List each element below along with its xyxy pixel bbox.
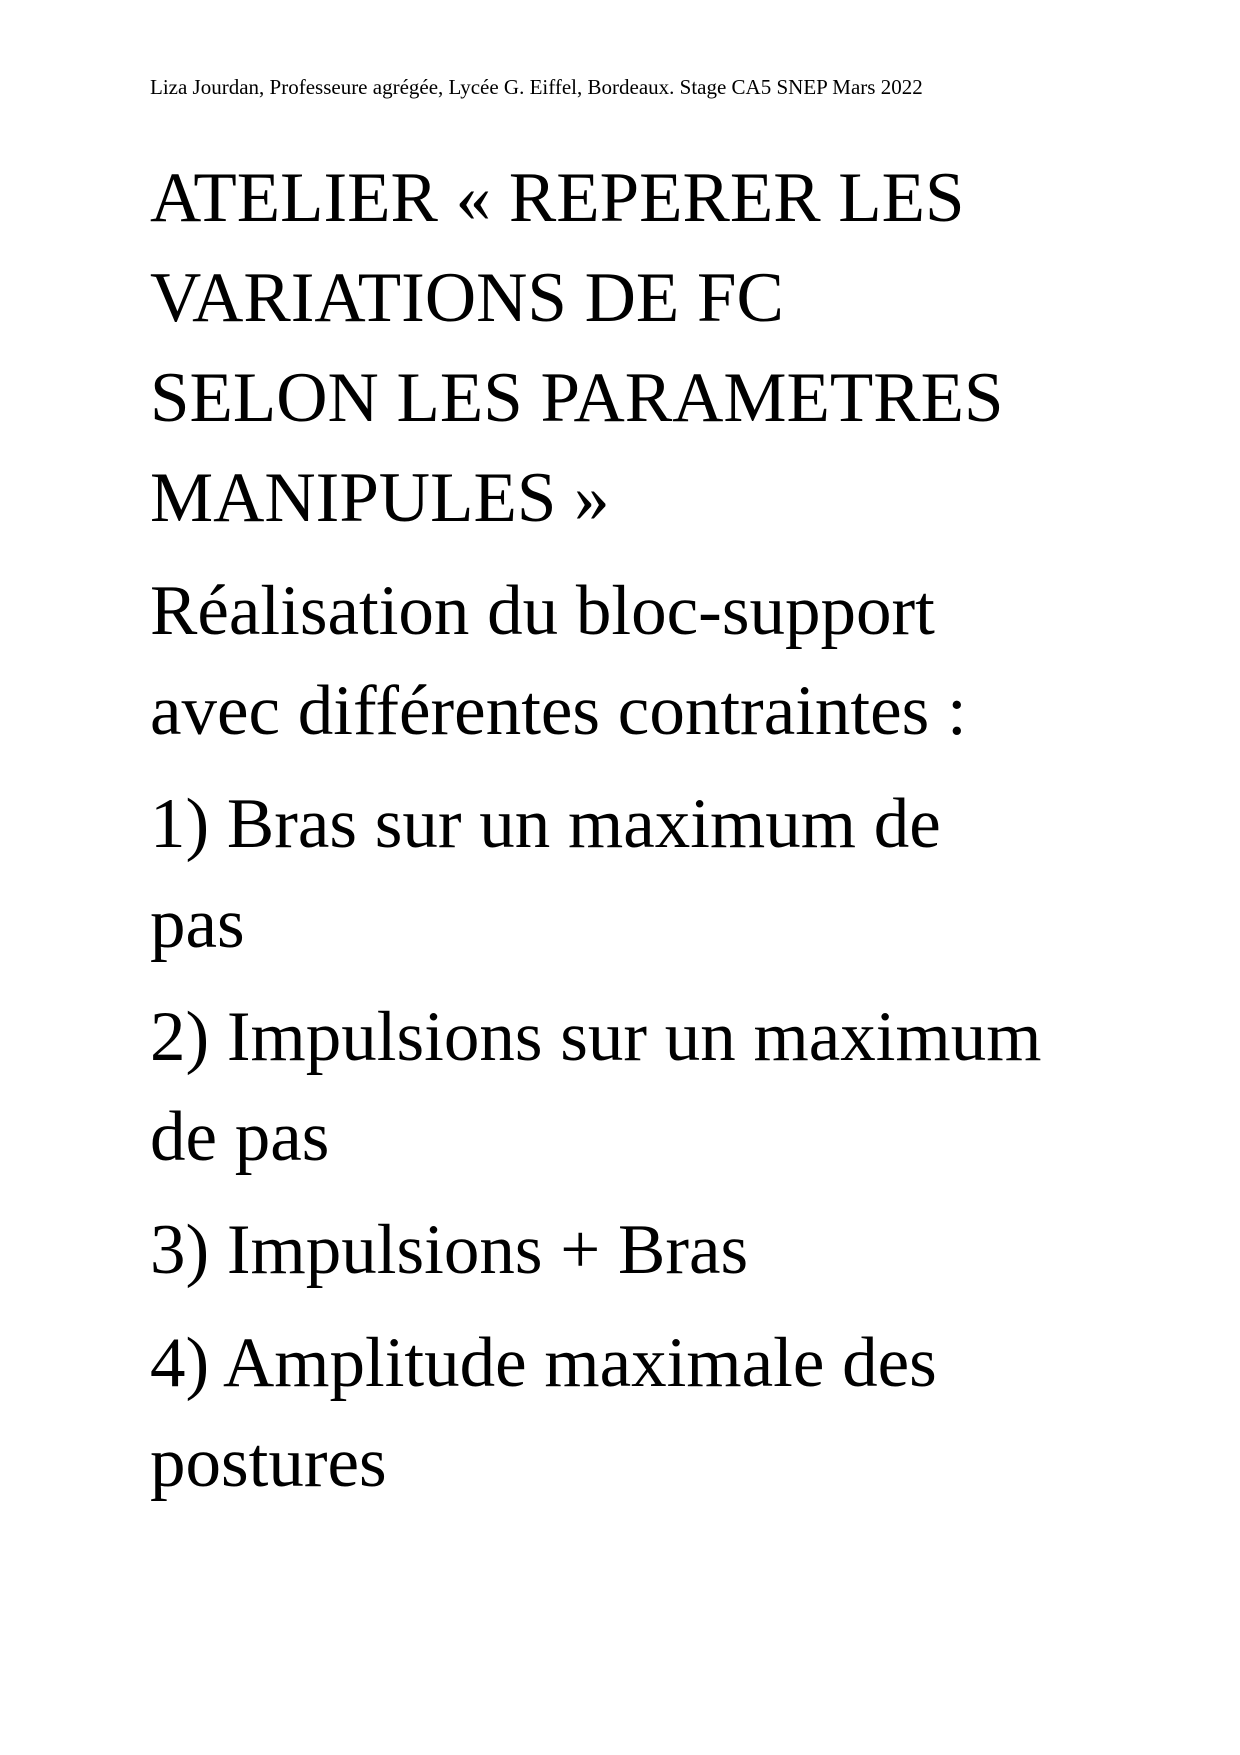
item-2-line-2: de pas (150, 1098, 330, 1176)
intro-line-2: avec différentes contraintes : (150, 672, 967, 750)
workshop-title (150, 148, 1150, 548)
title-line-3: SELON LES PARAMETRES (150, 359, 1004, 437)
constraint-item-3 (150, 1200, 1150, 1300)
document-header: Liza Jourdan, Professeure agrégée, Lycée G. Eiffel, Bordeaux. Stage CA5 SNEP Mars 2022 (150, 75, 923, 99)
constraint-item-1 (150, 774, 1150, 974)
intro-paragraph (150, 561, 1150, 761)
item-4-line-2: postures (150, 1424, 387, 1502)
title-line-2: VARIATIONS DE FC (150, 259, 784, 337)
item-4-line-1: 4) Amplitude maximale des (150, 1324, 937, 1402)
intro-line-1: Réalisation du bloc-support (150, 572, 935, 650)
item-1-line-2: pas (150, 885, 245, 963)
title-line-4: MANIPULES » (150, 459, 610, 537)
constraint-item-4 (150, 1313, 1150, 1513)
constraint-item-2 (150, 987, 1150, 1187)
title-line-1: ATELIER « REPERER LES (150, 159, 965, 237)
item-3-line-1: 3) Impulsions + Bras (150, 1211, 749, 1289)
item-2-line-1: 2) Impulsions sur un maximum (150, 998, 1042, 1076)
item-1-line-1: 1) Bras sur un maximum de (150, 785, 941, 863)
document-body (150, 148, 1150, 1513)
